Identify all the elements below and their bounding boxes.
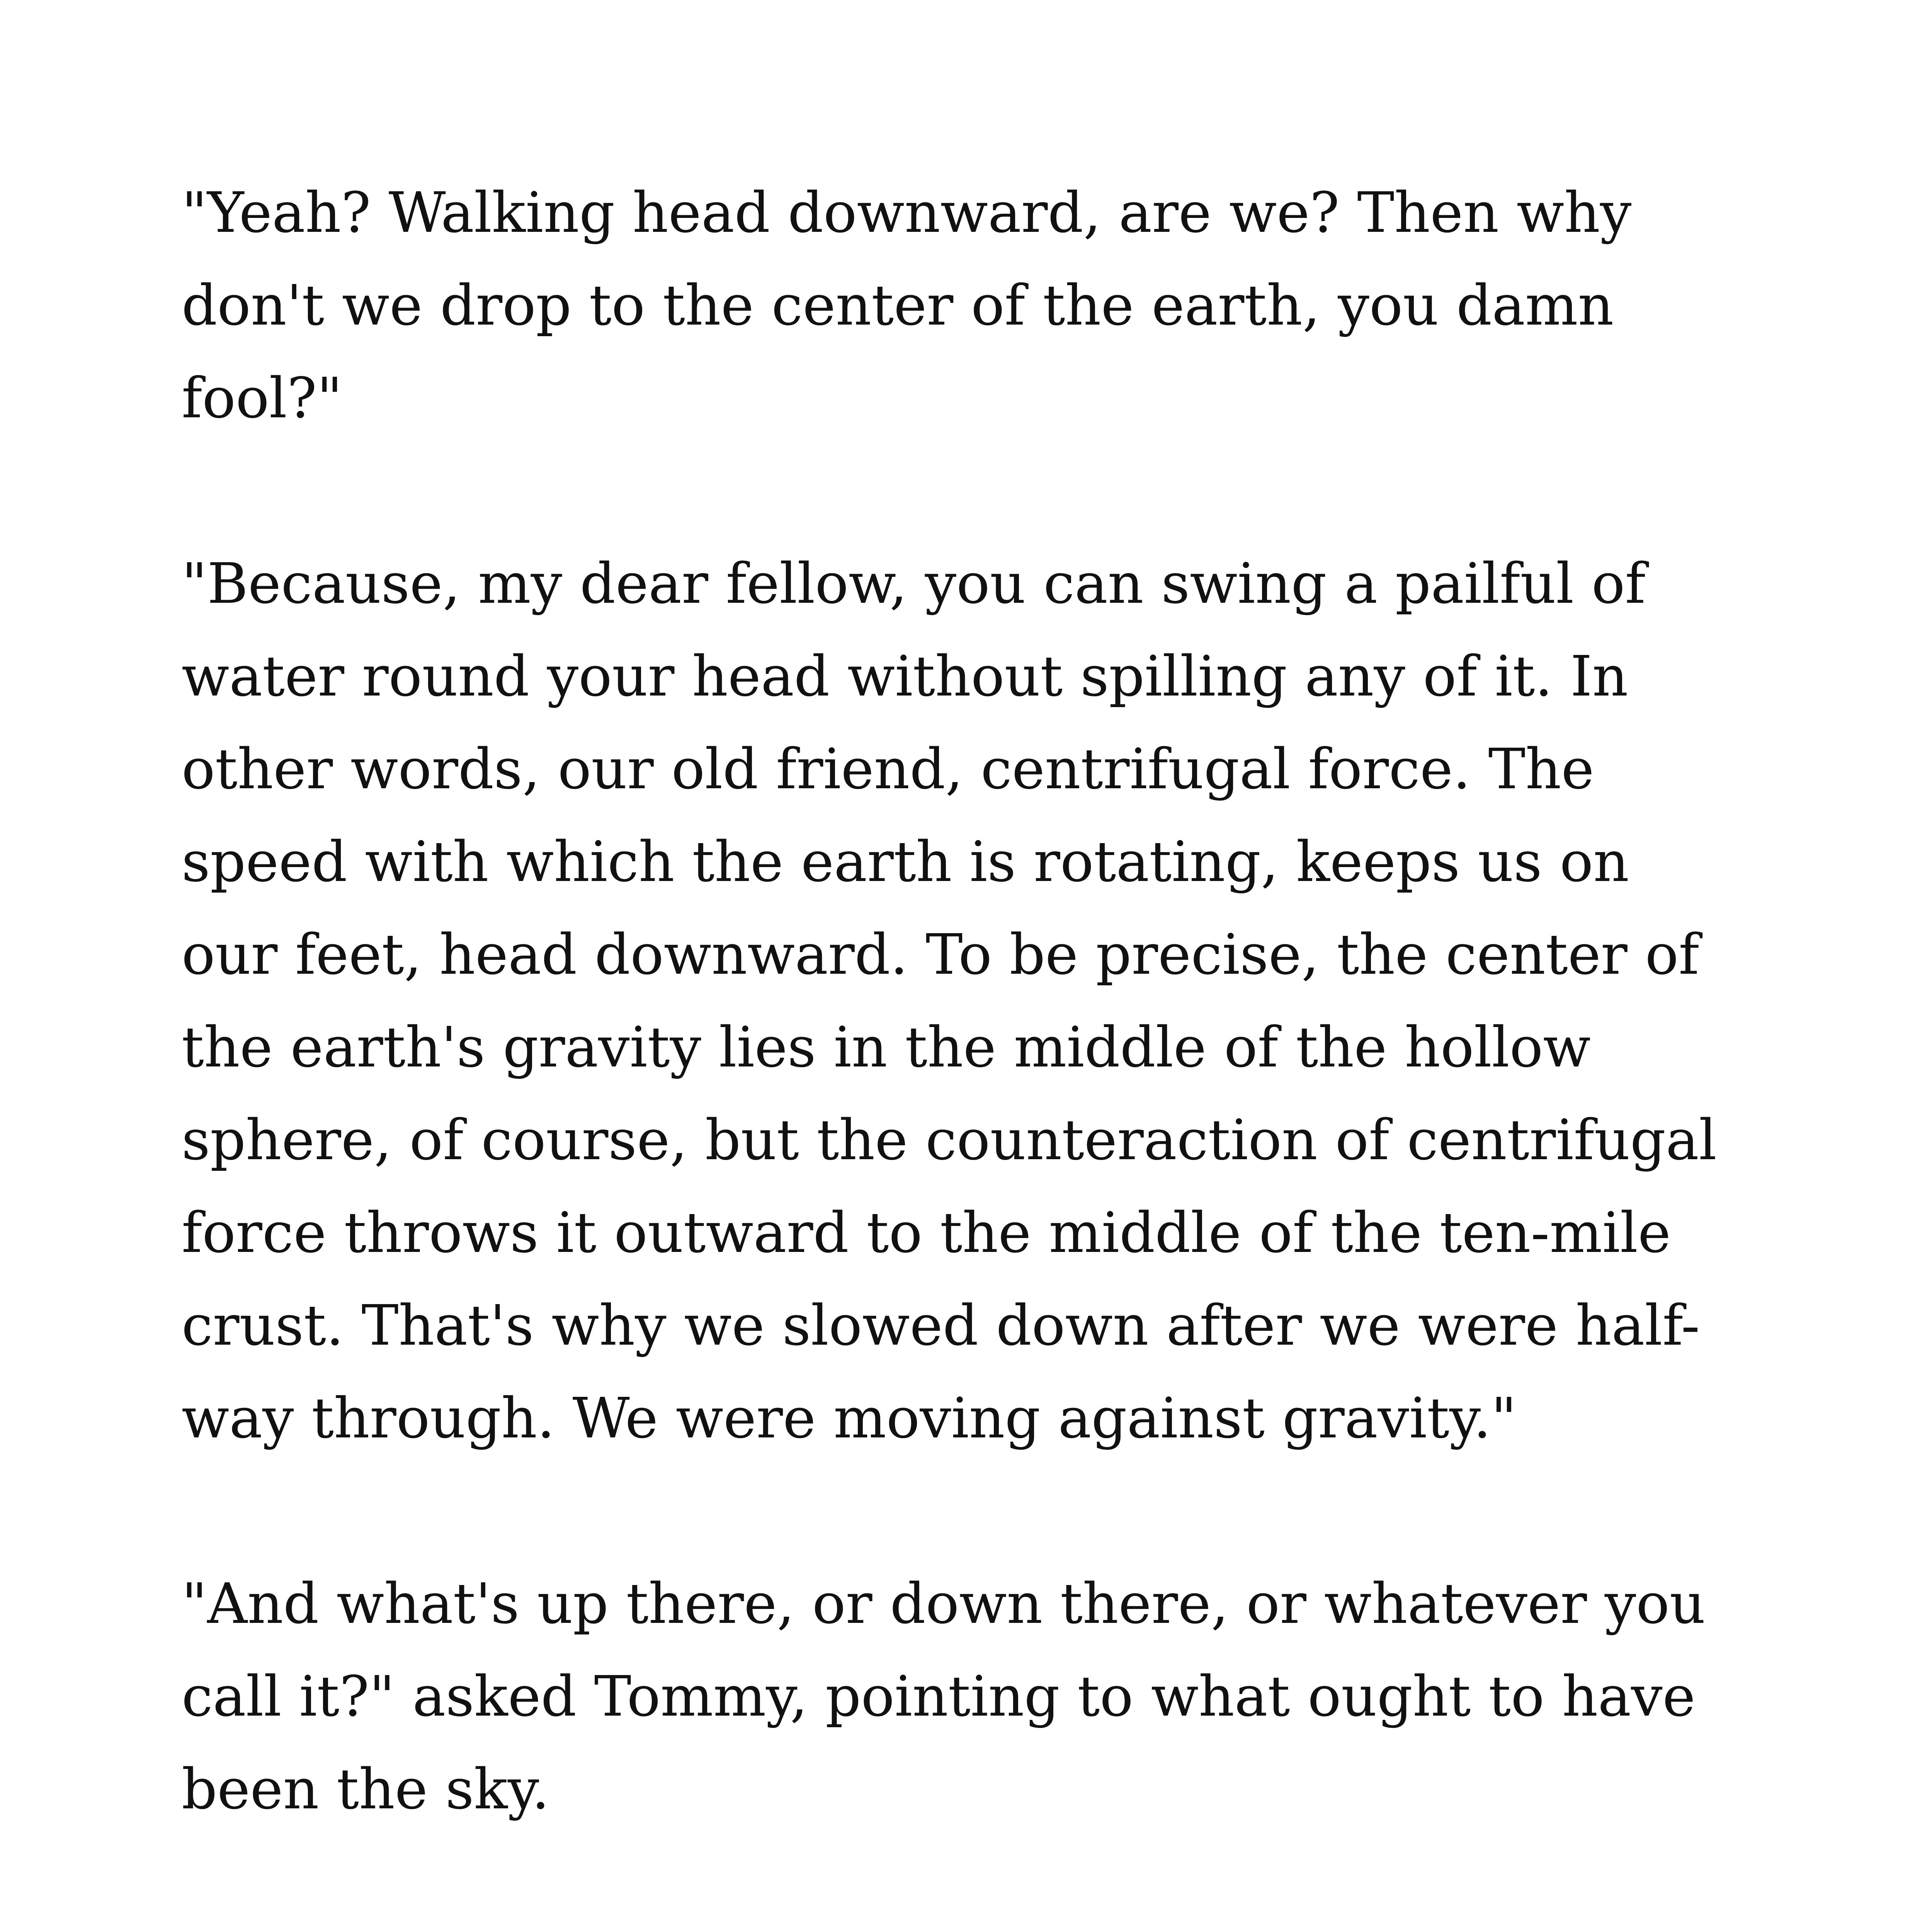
- text-line: "And what's up there, or down there, or whatever you: [182, 1571, 1706, 1636]
- paragraph: [182, 1928, 1824, 1932]
- text-line: [182, 1928, 1824, 1932]
- text-line: way through. We were moving against gravity.": [182, 1386, 1517, 1451]
- text-line: fool?": [182, 366, 343, 430]
- text-line: call it?" asked Tommy, pointing to what ought to have: [182, 1664, 1696, 1729]
- paragraph: [182, 1557, 1824, 1835]
- text-line: the earth's gravity lies in the middle of the hollow: [182, 1015, 1591, 1080]
- text-line: been the sky.: [182, 1757, 549, 1821]
- paragraph: [182, 537, 1824, 1464]
- text-line: other words, our old friend, centrifugal force. The: [182, 736, 1594, 801]
- body-text: [182, 166, 1824, 1932]
- text-line: force throws it outward to the middle of the ten-mile: [182, 1200, 1671, 1265]
- paragraph: [182, 166, 1824, 444]
- text-line: don't we drop to the center of the earth, you damn: [182, 273, 1614, 338]
- text-line: "Yeah? Walking head downward, are we? Then why: [182, 180, 1632, 245]
- text-line: "Because, my dear fellow, you can swing a pailful of: [182, 551, 1646, 616]
- text-line: water round your head without spilling any of it. In: [182, 644, 1628, 709]
- text-line: crust. That's why we slowed down after we were half-: [182, 1293, 1700, 1358]
- text-line: speed with which the earth is rotating, keeps us on: [182, 829, 1629, 894]
- text-line: our feet, head downward. To be precise, the center of: [182, 922, 1699, 987]
- text-line: sphere, of course, but the counteraction of centrifugal: [182, 1107, 1717, 1172]
